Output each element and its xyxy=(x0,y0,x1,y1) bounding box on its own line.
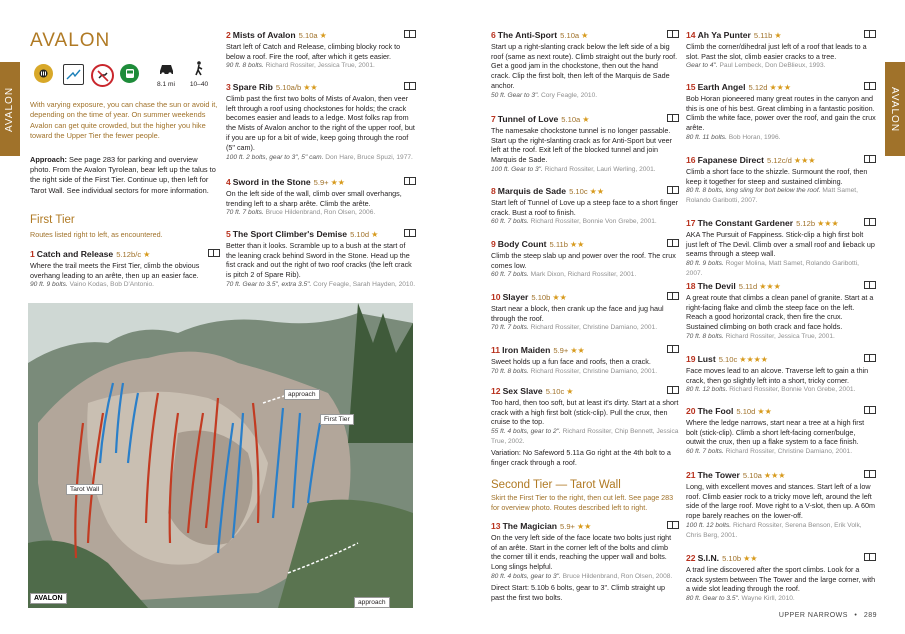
route-meta xyxy=(491,91,679,101)
tick-box[interactable] xyxy=(667,30,679,38)
route-meta xyxy=(686,385,876,395)
route-meta xyxy=(491,323,679,333)
route-meta xyxy=(686,61,876,71)
route-number: 4 xyxy=(226,177,231,187)
route-stats: 60 ft. 7 bolts. xyxy=(491,271,529,279)
route-header xyxy=(30,249,220,260)
route-header xyxy=(491,521,679,532)
route-first-ascent: Richard Rossiter, Jessica True, 2001. xyxy=(725,332,835,340)
route-number: 6 xyxy=(491,30,496,40)
route-first-ascent: Vaino Kodas, Bob D'Antonio. xyxy=(69,281,154,289)
route-stats: Gear to 4". xyxy=(686,62,718,70)
route-number: 8 xyxy=(491,186,496,196)
tick-box[interactable] xyxy=(864,470,876,478)
route-15 xyxy=(686,82,876,143)
tick-box[interactable] xyxy=(864,218,876,226)
hike-time: 10–40 xyxy=(189,81,209,88)
route-grade: 5.10a xyxy=(561,115,581,124)
route-description: Start near a block, then crank up the face and jug haul through the roof. xyxy=(491,303,664,323)
route-number: 11 xyxy=(491,345,501,355)
route-number: 1 xyxy=(30,249,35,259)
route-grade: 5.11b xyxy=(549,240,568,249)
route-stars: ★ xyxy=(582,115,590,124)
route-meta xyxy=(491,427,679,447)
route-description: A great route that climbs a clean panel of granite. Start at a right-facing flake and climb the steep face on the left. Reach a good horizontal crack, then fire the crux. Sustained climbing on both crack and face holds. xyxy=(686,292,874,332)
route-number: 7 xyxy=(491,114,496,124)
photo-label-approach-top: approach xyxy=(284,389,320,400)
route-variation: Direct Start: 5.10b 6 bolts, gear to 3". Climb straight up past the first two bolts. xyxy=(491,582,665,602)
route-stars: ★ xyxy=(774,31,782,40)
route-stars: ★★ xyxy=(577,522,592,531)
tick-box[interactable] xyxy=(864,82,876,90)
second-tier-subtitle: Skirt the First Tier to the right, then cut left. See page 283 for overview photo. Routes described left to right. xyxy=(491,493,674,512)
route-11 xyxy=(491,345,679,376)
route-description: A trad line discovered after the sport climbs. Look for a crack system between The Tower and the large corner, with a wide slot leading through the roof. xyxy=(686,564,876,594)
route-meta xyxy=(686,594,876,604)
route-meta xyxy=(226,153,416,163)
route-22 xyxy=(686,553,876,604)
route-name: The Sport Climber's Demise xyxy=(232,229,348,239)
route-stars: ★ xyxy=(566,387,574,396)
route-stats: 80 ft. Gear to 3.5". xyxy=(686,595,740,603)
route-stars: ★★ xyxy=(330,178,345,187)
route-grade: 5.10d xyxy=(350,230,370,239)
route-name: The Anti-Sport xyxy=(497,30,558,40)
route-header xyxy=(686,354,876,365)
route-number: 22 xyxy=(686,553,696,563)
route-meta xyxy=(226,280,416,290)
route-header xyxy=(226,82,416,93)
route-header xyxy=(226,229,416,240)
route-stars: ★★★ xyxy=(763,471,786,480)
tick-box[interactable] xyxy=(864,155,876,163)
route-number: 20 xyxy=(686,406,696,416)
route-grade: 5.12d xyxy=(748,83,768,92)
photo-label-tarot-wall: Tarot Wall xyxy=(66,484,103,495)
route-stats: 90 ft. 8 bolts. xyxy=(226,62,264,70)
route-20 xyxy=(686,406,876,457)
route-number: 18 xyxy=(686,281,696,291)
route-first-ascent: Richard Rossiter, Christine Damiano, 2001. xyxy=(725,448,853,456)
footer-section: UPPER NARROWS xyxy=(778,612,848,619)
drive-distance: 8.1 mi xyxy=(157,81,175,88)
route-header xyxy=(686,155,876,166)
tick-box[interactable] xyxy=(667,239,679,247)
route-stars: ★★★★ xyxy=(739,355,768,364)
route-description: Sweet holds up a fun face and roofs, then a crack. xyxy=(491,356,651,366)
tick-box[interactable] xyxy=(667,386,679,394)
route-stats: 80 ft. 12 bolts. xyxy=(686,386,728,394)
route-first-ascent: Roger Molina, Matt Samet, Rolando Garibotti, 2007. xyxy=(686,260,860,277)
page-footer: UPPER NARROWS • 289 xyxy=(778,612,877,619)
route-first-ascent: Richard Rossiter, Christine Damiano, 2001. xyxy=(530,367,658,375)
route-stars: ★★ xyxy=(589,187,604,196)
second-tier-title: Second Tier — Tarot Wall xyxy=(491,479,621,491)
footer-page-number: 289 xyxy=(863,612,877,619)
route-number: 14 xyxy=(686,30,696,40)
route-header xyxy=(686,470,876,481)
first-tier-title: First Tier xyxy=(30,214,75,226)
route-name: The Constant Gardener xyxy=(697,218,794,228)
route-21 xyxy=(686,470,876,541)
route-number: 13 xyxy=(491,521,501,531)
route-stars: ★★★ xyxy=(793,156,816,165)
tick-box[interactable] xyxy=(864,354,876,362)
route-grade: 5.10b xyxy=(722,554,742,563)
route-grade: 5.10c xyxy=(569,187,588,196)
photo-label-approach-bottom: approach xyxy=(354,597,390,608)
route-grade: 5.10d xyxy=(736,407,756,416)
route-header xyxy=(686,218,876,229)
route-number: 16 xyxy=(686,155,696,165)
route-first-ascent: Matt Samet, Rolando Garibotti, 2007. xyxy=(686,187,858,205)
route-description: On the very left side of the face locate two bolts just right of an arête. Start in the corner left of the bolts and climb the corner till it ends, reaching the upper wall and bolts. Long slings helpful. xyxy=(491,532,672,572)
route-meta xyxy=(686,133,876,143)
route-description: Too hard, then too soft, but at least it's dirty. Start at a short crack with a high first bolt (stick-clip). Pull the crux, then cruise to the top. xyxy=(491,397,679,427)
route-first-ascent: Paul Lembeck, Don DeBlieux, 1993. xyxy=(719,62,826,70)
route-first-ascent: Mark Dixon, Richard Rossiter, 2001. xyxy=(530,271,637,279)
route-name: Mists of Avalon xyxy=(232,30,296,40)
route-number: 9 xyxy=(491,239,496,249)
route-description: Start left of Tunnel of Love up a steep face to a short finger crack. Bust a roof to finish. xyxy=(491,197,678,217)
route-stars: ★★ xyxy=(743,554,758,563)
route-stats: 80 ft. 8 bolts, long sling for bolt below the roof. xyxy=(686,187,821,195)
route-name: Ah Ya Punter xyxy=(697,30,751,40)
route-description: The namesake chockstone tunnel is no longer passable. Start up the right-slanting crack as for Anti-Sport but veer left at the roof. Exit left of the blocked tunnel and join Marquis de Sade. xyxy=(491,125,672,165)
route-name: Catch and Release xyxy=(36,249,114,259)
route-stats: 70 ft. 7 bolts. xyxy=(226,209,264,217)
route-stats: 80 ft. 4 bolts, gear to 3". xyxy=(491,572,561,580)
tick-box[interactable] xyxy=(208,249,220,257)
tick-box[interactable] xyxy=(667,521,679,529)
route-first-ascent: Richard Rossiter, Lauri Werling, 2001. xyxy=(544,165,656,173)
route-name: Marquis de Sade xyxy=(497,186,567,196)
route-10 xyxy=(491,292,679,333)
route-meta xyxy=(491,270,679,280)
route-header xyxy=(491,292,679,303)
route-meta xyxy=(686,259,876,279)
route-grade: 5.10a/b xyxy=(275,83,302,92)
route-name: Body Count xyxy=(497,239,547,249)
photo-label-avalon: AVALON xyxy=(30,593,67,604)
route-first-ascent: Wayne Kirll, 2010. xyxy=(741,595,795,603)
route-stats: 70 ft. 8 bolts. xyxy=(686,332,724,340)
route-description: Long, with excellent moves and stances. Start left of a low roof. Climb easier rock to a tricky move left, around the left side of the large roof. Move right to a V-slot, then up. A 60m rope barely reaches on the lower-off. xyxy=(686,481,875,521)
route-first-ascent: Bruce Hildenbrand, Ron Olsen, 2008. xyxy=(562,572,673,580)
terrain-icon xyxy=(63,64,84,85)
route-meta xyxy=(30,280,220,290)
route-stats: 60 ft. 7 bolts. xyxy=(491,218,529,226)
route-header xyxy=(491,186,679,197)
tick-box[interactable] xyxy=(667,292,679,300)
route-name: The Tower xyxy=(697,470,740,480)
route-number: 15 xyxy=(686,82,696,92)
route-stats: 70 ft. 8 bolts. xyxy=(491,367,529,375)
route-grade: 5.9+ xyxy=(560,522,575,531)
route-3 xyxy=(226,82,416,162)
route-5 xyxy=(226,229,416,290)
bus-icon xyxy=(120,64,139,83)
tick-box[interactable] xyxy=(667,186,679,194)
route-meta xyxy=(686,447,876,457)
intro-text: With varying exposure, you can chase the sun or avoid it, depending on the time of year. On summer weekends Avalon can get quite crowded, but the higher you hike toward the Upper Tier the fewer people. xyxy=(30,100,218,140)
tick-box[interactable] xyxy=(404,177,416,185)
route-header xyxy=(686,406,876,417)
route-stars: ★ xyxy=(371,230,379,239)
route-description: Better than it looks. Scramble up to a bush at the start of the leaning crack behind Sword in the Stone. Head up the fist crack and out the right of two roof cracks (the left crack is pitch 2 of Spare Rib). xyxy=(226,240,412,280)
route-first-ascent: Richard Rossiter, Chip Bennett, Jessica True, 2002. xyxy=(491,428,679,445)
route-header xyxy=(686,281,876,292)
route-number: 12 xyxy=(491,386,501,396)
route-first-ascent: Richard Rossiter, Bonnie Von Grebe, 2001. xyxy=(530,218,657,226)
route-grade: 5.9+ xyxy=(553,346,569,355)
route-name: Tunnel of Love xyxy=(497,114,559,124)
route-meta xyxy=(491,165,679,175)
tick-box[interactable] xyxy=(864,406,876,414)
route-name: Fapanese Direct xyxy=(697,155,764,165)
route-stats: 70 ft. Gear to 3.5", extra 3.5". xyxy=(226,280,312,288)
route-9 xyxy=(491,239,679,280)
route-name: The Fool xyxy=(697,406,734,416)
route-number: 2 xyxy=(226,30,231,40)
tick-box[interactable] xyxy=(667,114,679,122)
route-number: 3 xyxy=(226,82,231,92)
car-icon xyxy=(154,63,178,88)
route-grade: 5.12b/c xyxy=(116,250,142,259)
route-grade: 5.10a xyxy=(742,471,762,480)
route-stats: 60 ft. 7 bolts. xyxy=(686,448,724,456)
route-description: Climb the steep slab up and power over the roof. The crux comes low. xyxy=(491,250,676,270)
route-header xyxy=(491,239,679,250)
route-7 xyxy=(491,114,679,175)
route-first-ascent: Bruce Hildenbrand, Ron Olsen, 2006. xyxy=(265,209,376,217)
route-name: Earth Angel xyxy=(697,82,746,92)
route-meta xyxy=(226,208,416,218)
route-13 xyxy=(491,521,679,602)
route-name: S.I.N. xyxy=(697,553,720,563)
route-meta xyxy=(491,572,679,582)
route-stars: ★ xyxy=(143,250,151,259)
no-dogs-icon xyxy=(91,64,114,87)
route-meta xyxy=(226,61,416,71)
route-stats: 80 ft. 11 bolts. xyxy=(686,133,727,141)
route-2 xyxy=(226,30,416,71)
route-stars: ★ xyxy=(319,31,327,40)
page-title: AVALON xyxy=(30,30,111,51)
route-4 xyxy=(226,177,416,218)
route-number: 5 xyxy=(226,229,231,239)
route-header xyxy=(491,386,679,397)
route-first-ascent: Richard Rossiter, Jessica True, 2001. xyxy=(265,62,375,70)
route-8 xyxy=(491,186,679,227)
route-header xyxy=(226,30,416,41)
route-header xyxy=(686,82,876,93)
tick-box[interactable] xyxy=(864,281,876,289)
route-number: 10 xyxy=(491,292,501,302)
route-grade: 5.9+ xyxy=(313,178,329,187)
route-stars: ★★ xyxy=(757,407,772,416)
side-tab-right: AVALON xyxy=(885,62,905,156)
route-description: Climb a short face to the shizzle. Surmount the roof, then keep it together for steep and sustained climbing. xyxy=(686,166,868,186)
route-description: Start up a right-slanting crack below the left side of a big roof (same as next route). Climb straight out the burly roof. Get a good jam in the chockstone, then out the hand crack. Clip the first bolt, then left of the Marquis de Sade anchor. xyxy=(491,41,678,90)
route-16 xyxy=(686,155,876,206)
route-header xyxy=(686,553,876,564)
route-header xyxy=(491,30,679,41)
route-name: The Devil xyxy=(697,281,736,291)
route-6 xyxy=(491,30,679,101)
route-grade: 5.12c/d xyxy=(766,156,792,165)
route-number: 17 xyxy=(686,218,696,228)
route-stars: ★★ xyxy=(303,83,318,92)
side-tab-left: AVALON xyxy=(0,62,20,156)
route-header xyxy=(686,30,876,41)
hiker-icon xyxy=(186,61,212,88)
route-first-ascent: Cory Feagle, Sarah Hayden, 2010. xyxy=(313,280,416,288)
route-header xyxy=(491,114,679,125)
route-name: Sex Slave xyxy=(502,386,543,396)
tick-box[interactable] xyxy=(667,345,679,353)
route-name: The Magician xyxy=(502,521,557,531)
route-variation: Variation: No Safeword 5.11a Go right at the 4th bolt to a finger crack through a roof. xyxy=(491,447,671,467)
route-stats: 100 ft. 2 bolts, gear to 3", 5" cam. xyxy=(226,153,324,161)
route-number: 21 xyxy=(686,470,696,480)
tick-box[interactable] xyxy=(404,30,416,38)
route-description: Where the ledge narrows, start near a tree at a high first bolt (stick-clip). Climb a short left-facing corner/bulge, outwit the crux, then up a flake system to a face finish. xyxy=(686,417,865,447)
route-19 xyxy=(686,354,876,395)
tick-box[interactable] xyxy=(404,82,416,90)
route-18 xyxy=(686,281,876,342)
route-grade: 5.10a xyxy=(298,31,318,40)
route-12 xyxy=(491,386,679,467)
route-stats: 80 ft. 9 bolts. xyxy=(686,260,724,268)
route-description: Bob Horan pioneered many great routes in the canyon and this is one of his best. Great climbing in a fantastic position. Climb the white face, power over the roof, and gain the crux arête. xyxy=(686,93,876,133)
route-stats: 100 ft. 12 bolts. xyxy=(686,521,732,529)
route-name: Sword in the Stone xyxy=(232,177,311,187)
route-meta xyxy=(491,217,679,227)
route-meta xyxy=(686,186,876,206)
route-grade: 5.11d xyxy=(738,282,758,291)
approach-label: Approach: xyxy=(30,155,67,164)
route-grade: 5.10c xyxy=(718,355,738,364)
route-grade: 5.11b xyxy=(753,31,773,40)
first-tier-subtitle: Routes listed right to left, as encountered. xyxy=(30,230,163,239)
route-name: Iron Maiden xyxy=(502,345,551,355)
route-description: Face moves lead to an alcove. Traverse left to gain a thin crack, then go slightly left into a short, tricky corner. xyxy=(686,365,869,385)
route-stats: 90 ft. 9 bolts. xyxy=(30,281,68,289)
route-header xyxy=(491,345,679,356)
route-stars: ★★★ xyxy=(759,282,781,291)
route-first-ascent: Richard Rossiter, Bonnie Von Grebe, 2001. xyxy=(729,386,856,394)
approach-body: See page 283 for parking and overview photo. From the Avalon Tyrolean, bear left up the talus to the right side of the First Tier. Continue up, then left for Tarot Wall. See individual sectors for more information. xyxy=(30,155,216,195)
route-stars: ★★ xyxy=(570,346,585,355)
route-description: Where the trail meets the First Tier, climb the obvious overhang leading to an arête, then up an easier face. xyxy=(30,260,200,280)
route-grade: 5.12b xyxy=(796,219,816,228)
route-stats: 70 ft. 7 bolts. xyxy=(491,324,529,332)
route-name: Spare Rib xyxy=(232,82,273,92)
route-name: Slayer xyxy=(502,292,529,302)
route-17 xyxy=(686,218,876,279)
route-stars: ★★ xyxy=(569,240,585,249)
route-stats: 55 ft. 4 bolts, gear to 2". xyxy=(491,428,561,436)
route-first-ascent: Richard Rossiter, Christine Damiano, 2001. xyxy=(530,324,658,332)
sun-icon xyxy=(34,64,53,83)
route-grade: 5.10a xyxy=(560,31,580,40)
photo-label-first-tier: First Tier xyxy=(320,414,354,425)
tick-box[interactable] xyxy=(864,30,876,38)
route-number: 19 xyxy=(686,354,696,364)
route-description: Start left of Catch and Release, climbing blocky rock to below a roof. Fire the roof, after which it gets easier. xyxy=(226,41,401,61)
route-stats: 50 ft. Gear to 3". xyxy=(491,91,540,99)
route-meta xyxy=(491,367,679,377)
route-stars: ★★★ xyxy=(769,83,792,92)
route-14 xyxy=(686,30,876,71)
crag-photo xyxy=(28,303,413,608)
route-grade: 5.10c xyxy=(545,387,565,396)
route-name: Lust xyxy=(697,354,716,364)
route-stats: 100 ft. Gear to 3". xyxy=(491,165,543,173)
route-grade: 5.10b xyxy=(531,293,551,302)
route-header xyxy=(226,177,416,188)
route-1 xyxy=(30,249,220,290)
tick-box[interactable] xyxy=(404,229,416,237)
route-meta xyxy=(686,521,876,541)
route-description: Climb the corner/dihedral just left of a roof that leads to a slot. Past the slot, climb easier cracks to a tree. xyxy=(686,41,867,61)
route-meta xyxy=(686,332,876,342)
approach-text xyxy=(30,155,218,196)
route-stars: ★★ xyxy=(552,293,567,302)
route-first-ascent: Cory Feagle, 2010. xyxy=(541,91,598,99)
route-first-ascent: Don Hare, Bruce Spuzi, 1977. xyxy=(325,153,413,161)
route-stars: ★ xyxy=(581,31,589,40)
route-first-ascent: Richard Rossiter, Serena Benson, Erik Volk, Chris Berg, 2001. xyxy=(686,521,862,539)
route-stars: ★★★ xyxy=(817,219,839,228)
route-description: Climb past the first two bolts of Mists of Avalon, then veer left through a roof using chockstones for holds; the crack becomes easier and leads to a ledge. Most folks rap from the Mists of Avalon anchor to the right of the upper roof, but if you are up for a bit of wide, keep going through the roof (5" cam). xyxy=(226,93,415,152)
tick-box[interactable] xyxy=(864,553,876,561)
route-description: On the left side of the wall, climb over small overhangs, trending left to a sharp arête. Climb the arête. xyxy=(226,188,402,208)
route-first-ascent: Bob Horan, 1996. xyxy=(728,133,781,141)
route-description: AKA The Pursuit of Fappiness. Stick-clip a high first bolt just left of The Devil. Climb over a small roof and lieback up seams through a steep wall. xyxy=(686,229,875,259)
